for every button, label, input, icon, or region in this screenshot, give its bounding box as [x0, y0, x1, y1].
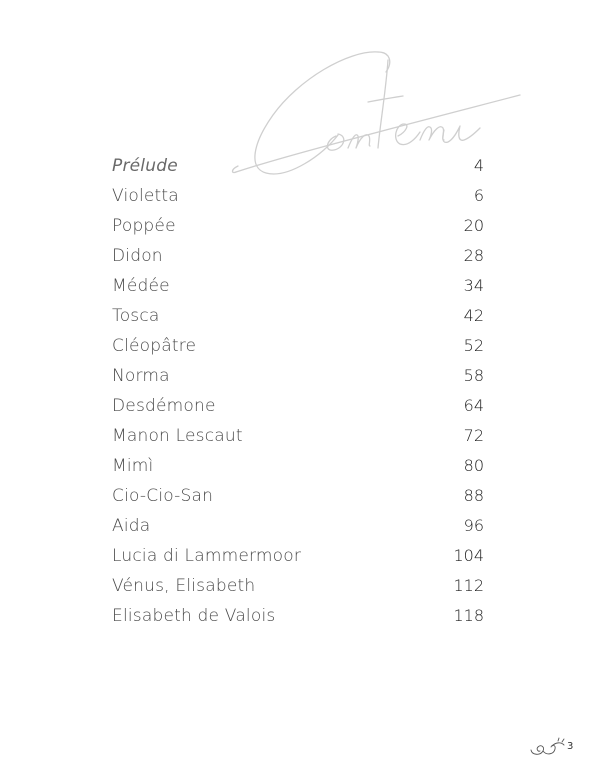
toc-entry-title: Lucia di Lammermoor — [112, 546, 302, 566]
toc-entry-page: 80 — [463, 456, 484, 475]
toc-entry-venus-elisabeth[interactable] — [112, 573, 484, 603]
toc-entry-page: 118 — [453, 606, 484, 625]
table-of-contents — [112, 153, 484, 633]
toc-entry-title: Norma — [112, 366, 170, 386]
page-number: 3 — [567, 741, 574, 752]
toc-entry-mimi[interactable] — [112, 453, 484, 483]
toc-entry-didon[interactable] — [112, 243, 484, 273]
toc-entry-page: 20 — [463, 216, 484, 235]
toc-entry-title: Cio-Cio-San — [112, 486, 214, 506]
toc-entry-title: Manon Lescaut — [112, 426, 243, 446]
toc-entry-title: Tosca — [112, 306, 160, 326]
toc-entry-page: 96 — [463, 516, 484, 535]
toc-entry-title: Elisabeth de Valois — [112, 606, 276, 626]
swirl-ornament-icon — [528, 736, 568, 760]
toc-entry-title: Poppée — [112, 216, 176, 236]
toc-entry-title: Mimì — [112, 456, 154, 476]
toc-entry-page: 28 — [463, 246, 484, 265]
toc-entry-manon-lescaut[interactable] — [112, 423, 484, 453]
toc-entry-desdemone[interactable] — [112, 393, 484, 423]
toc-entry-title: Desdémone — [112, 396, 216, 416]
toc-entry-page: 88 — [463, 486, 484, 505]
toc-entry-title: Didon — [112, 246, 163, 266]
toc-entry-prelude[interactable] — [112, 153, 484, 183]
toc-entry-poppee[interactable] — [112, 213, 484, 243]
toc-entry-cio-cio-san[interactable] — [112, 483, 484, 513]
toc-entry-tosca[interactable] — [112, 303, 484, 333]
toc-entry-aida[interactable] — [112, 513, 484, 543]
page-footer — [528, 736, 588, 760]
toc-entry-page: 42 — [463, 306, 484, 325]
toc-entry-page: 58 — [463, 366, 484, 385]
toc-entry-page: 52 — [463, 336, 484, 355]
toc-entry-page: 4 — [473, 156, 484, 175]
toc-entry-page: 72 — [463, 426, 484, 445]
toc-entry-page: 6 — [473, 186, 484, 205]
toc-entry-title: Vénus, Elisabeth — [112, 576, 256, 596]
toc-entry-medee[interactable] — [112, 273, 484, 303]
toc-entry-title: Aida — [112, 516, 151, 536]
toc-entry-title: Médée — [112, 276, 170, 296]
toc-entry-title: Prélude — [112, 156, 178, 176]
toc-entry-elisabeth-de-valois[interactable] — [112, 603, 484, 633]
toc-entry-norma[interactable] — [112, 363, 484, 393]
toc-entry-page: 64 — [463, 396, 484, 415]
toc-entry-title: Cléopâtre — [112, 336, 197, 356]
toc-entry-page: 34 — [463, 276, 484, 295]
toc-entry-page: 112 — [453, 576, 484, 595]
toc-entry-title: Violetta — [112, 186, 179, 206]
toc-entry-lucia-di-lammermoor[interactable] — [112, 543, 484, 573]
toc-entry-violetta[interactable] — [112, 183, 484, 213]
toc-entry-page: 104 — [453, 546, 484, 565]
toc-entry-cleopatre[interactable] — [112, 333, 484, 363]
